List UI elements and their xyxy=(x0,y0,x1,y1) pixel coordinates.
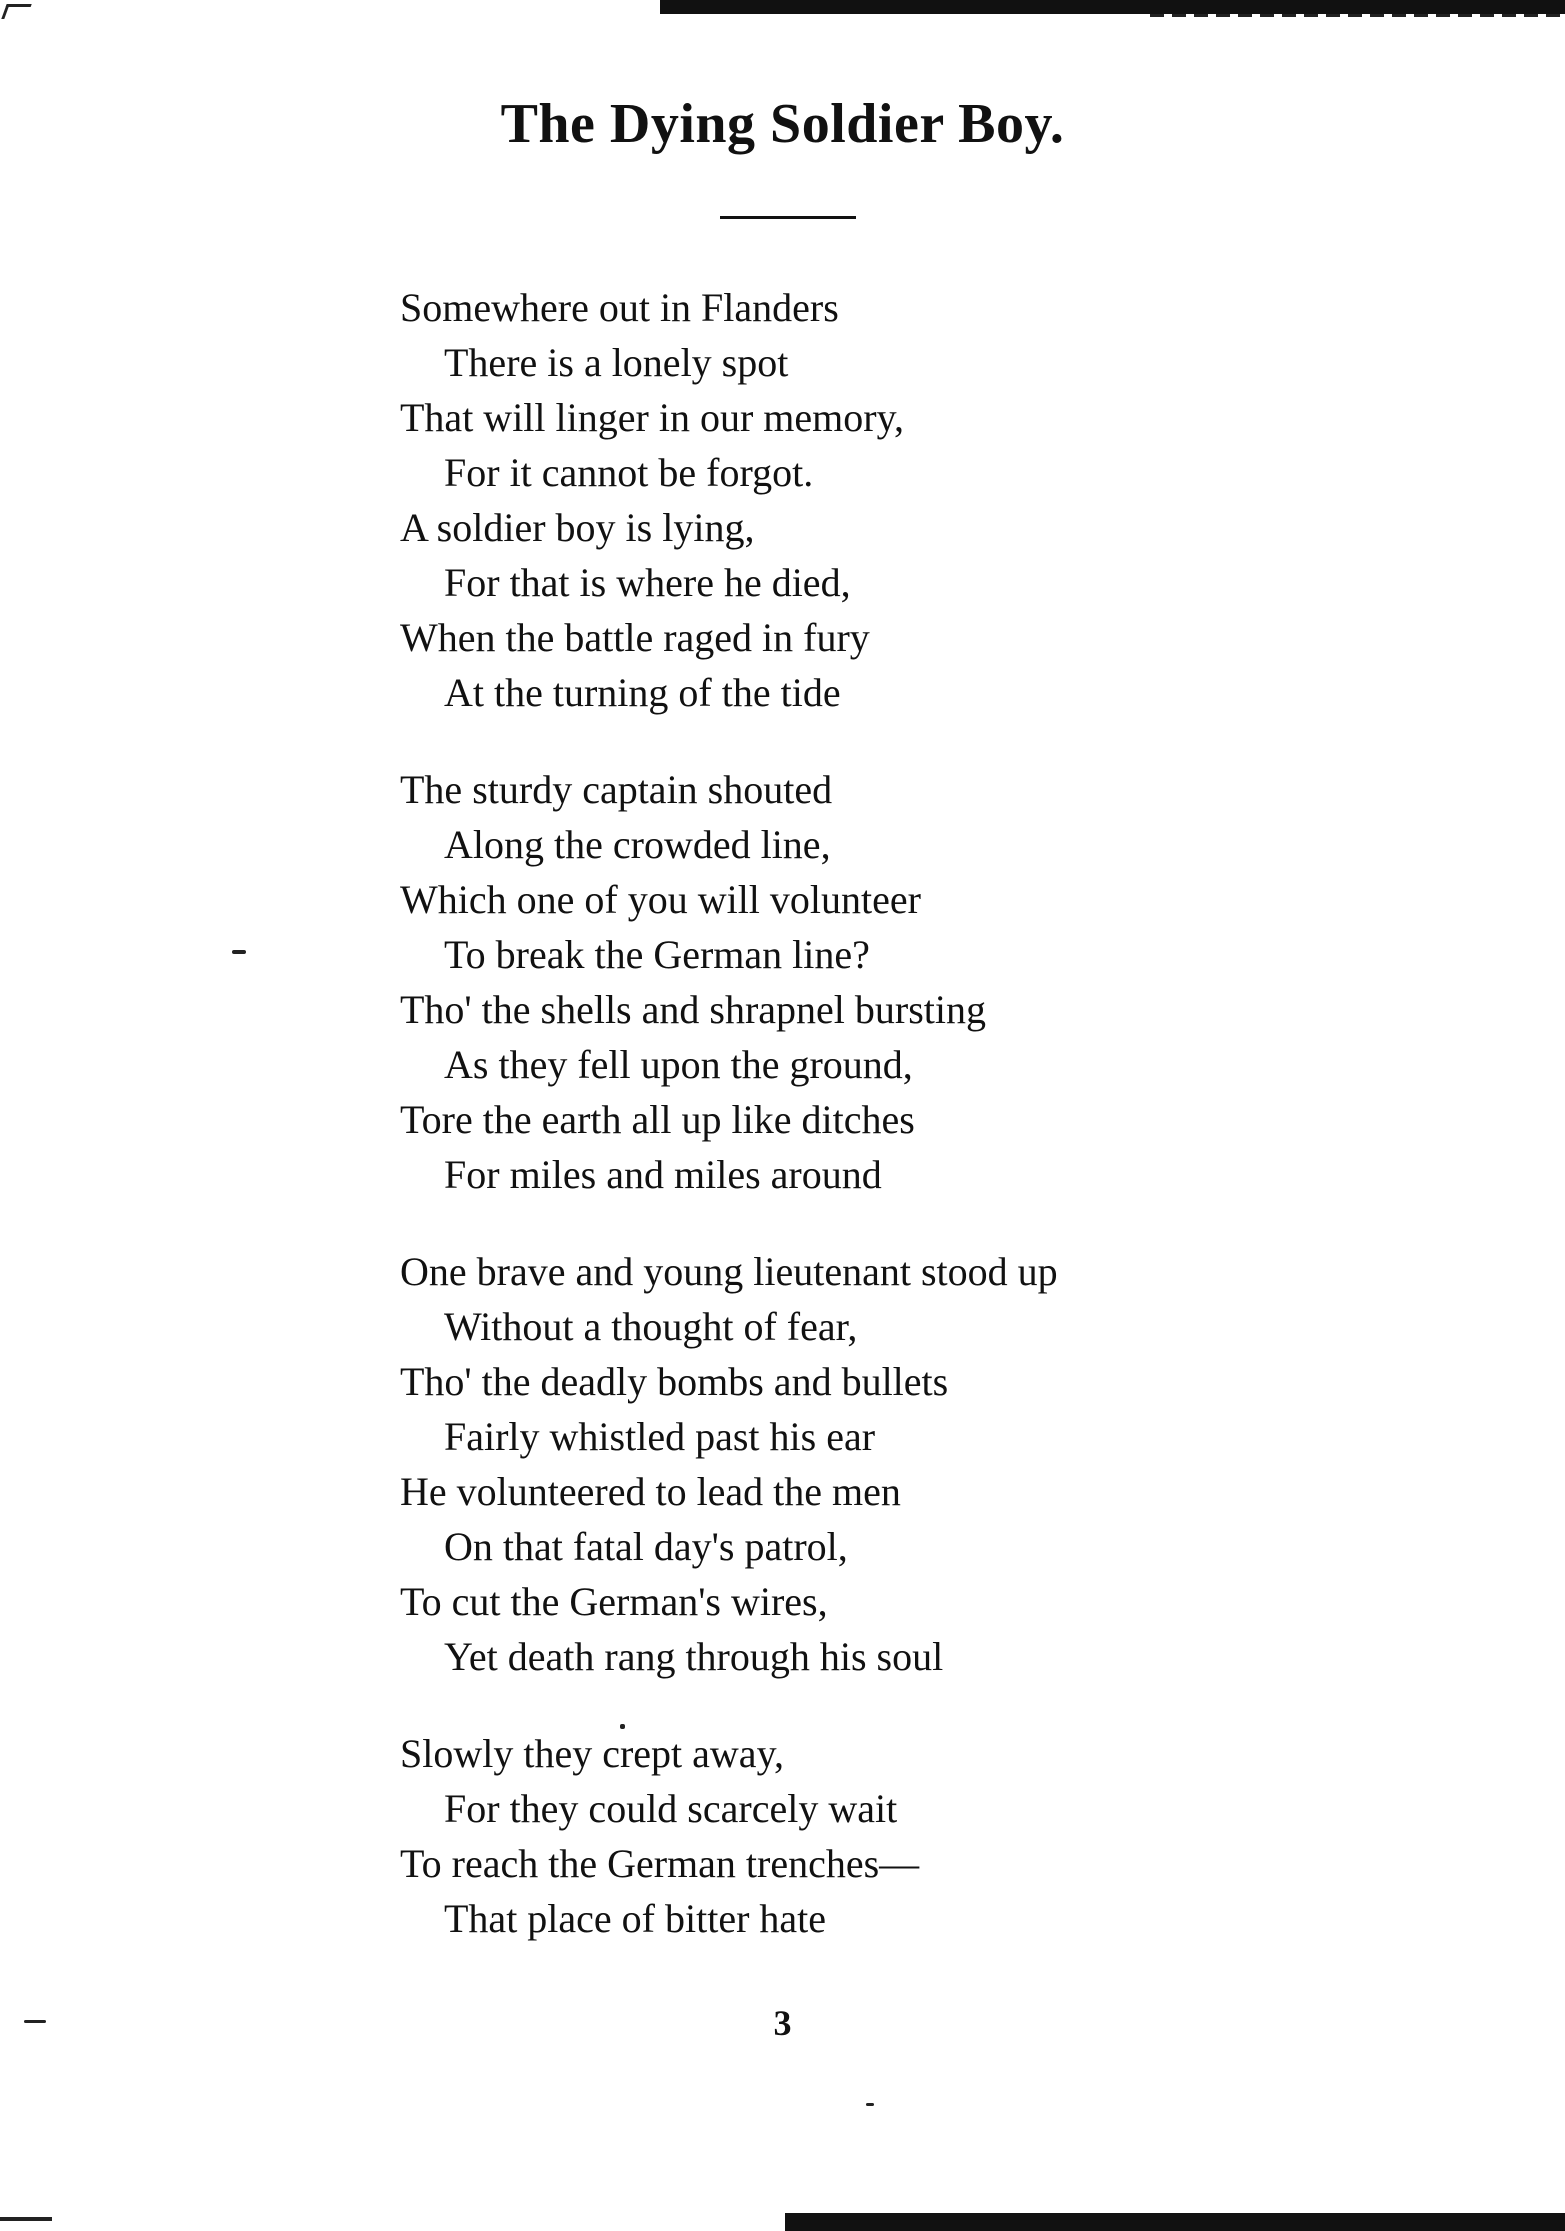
poem-line: To cut the German's wires, xyxy=(400,1579,828,1624)
poem-line: When the battle raged in fury xyxy=(400,615,870,660)
poem-line: On that fatal day's patrol, xyxy=(444,1524,848,1569)
poem-line: Somewhere out in Flanders xyxy=(400,285,839,330)
scan-speck xyxy=(866,2103,874,2106)
poem-line: To reach the German trenches— xyxy=(400,1841,920,1886)
poem-line: As they fell upon the ground, xyxy=(444,1042,913,1087)
scan-edge-top xyxy=(660,0,1565,14)
poem-line: For they could scarcely wait xyxy=(444,1786,898,1831)
poem-line: One brave and young lieutenant stood up xyxy=(400,1249,1058,1294)
poem-line: Tore the earth all up like ditches xyxy=(400,1097,915,1142)
poem-line: Fairly whistled past his ear xyxy=(444,1414,876,1459)
stanza xyxy=(400,280,1360,720)
poem-line: For miles and miles around xyxy=(444,1152,882,1197)
scan-speck xyxy=(232,950,246,954)
poem-line: He volunteered to lead the men xyxy=(400,1469,901,1514)
scan-corner-mark xyxy=(1,4,31,19)
poem-line: Yet death rang through his soul xyxy=(444,1634,944,1679)
stanza xyxy=(400,762,1360,1202)
poem-line: That will linger in our memory, xyxy=(400,395,904,440)
poem-line: Tho' the shells and shrapnel bursting xyxy=(400,987,986,1032)
stanza xyxy=(400,1726,1360,1946)
poem-line: Tho' the deadly bombs and bullets xyxy=(400,1359,949,1404)
page-number: 3 xyxy=(773,2003,792,2043)
poem-line: For that is where he died, xyxy=(444,560,851,605)
poem-line: Along the crowded line, xyxy=(444,822,831,867)
poem-line: Without a thought of fear, xyxy=(444,1304,858,1349)
scan-edge-top-dashes xyxy=(1150,14,1565,17)
poem-line: Slowly they crept away, xyxy=(400,1731,784,1776)
stanza xyxy=(400,1244,1360,1684)
poem-line: To break the German line? xyxy=(444,932,870,977)
scan-edge-bottom xyxy=(785,2213,1565,2231)
poem-line: The sturdy captain shouted xyxy=(400,767,833,812)
poem-title: The Dying Soldier Boy. xyxy=(500,93,1065,155)
poem-body xyxy=(400,280,1360,1988)
poem-line: For it cannot be forgot. xyxy=(444,450,814,495)
title-rule xyxy=(720,216,856,219)
poem-line: That place of bitter hate xyxy=(444,1896,827,1941)
poem-line: Which one of you will volunteer xyxy=(400,877,921,922)
poem-line: At the turning of the tide xyxy=(444,670,841,715)
scan-corner-mark-bottom xyxy=(0,2217,52,2221)
poem-line: There is a lonely spot xyxy=(444,340,789,385)
poem-line: A soldier boy is lying, xyxy=(400,505,755,550)
